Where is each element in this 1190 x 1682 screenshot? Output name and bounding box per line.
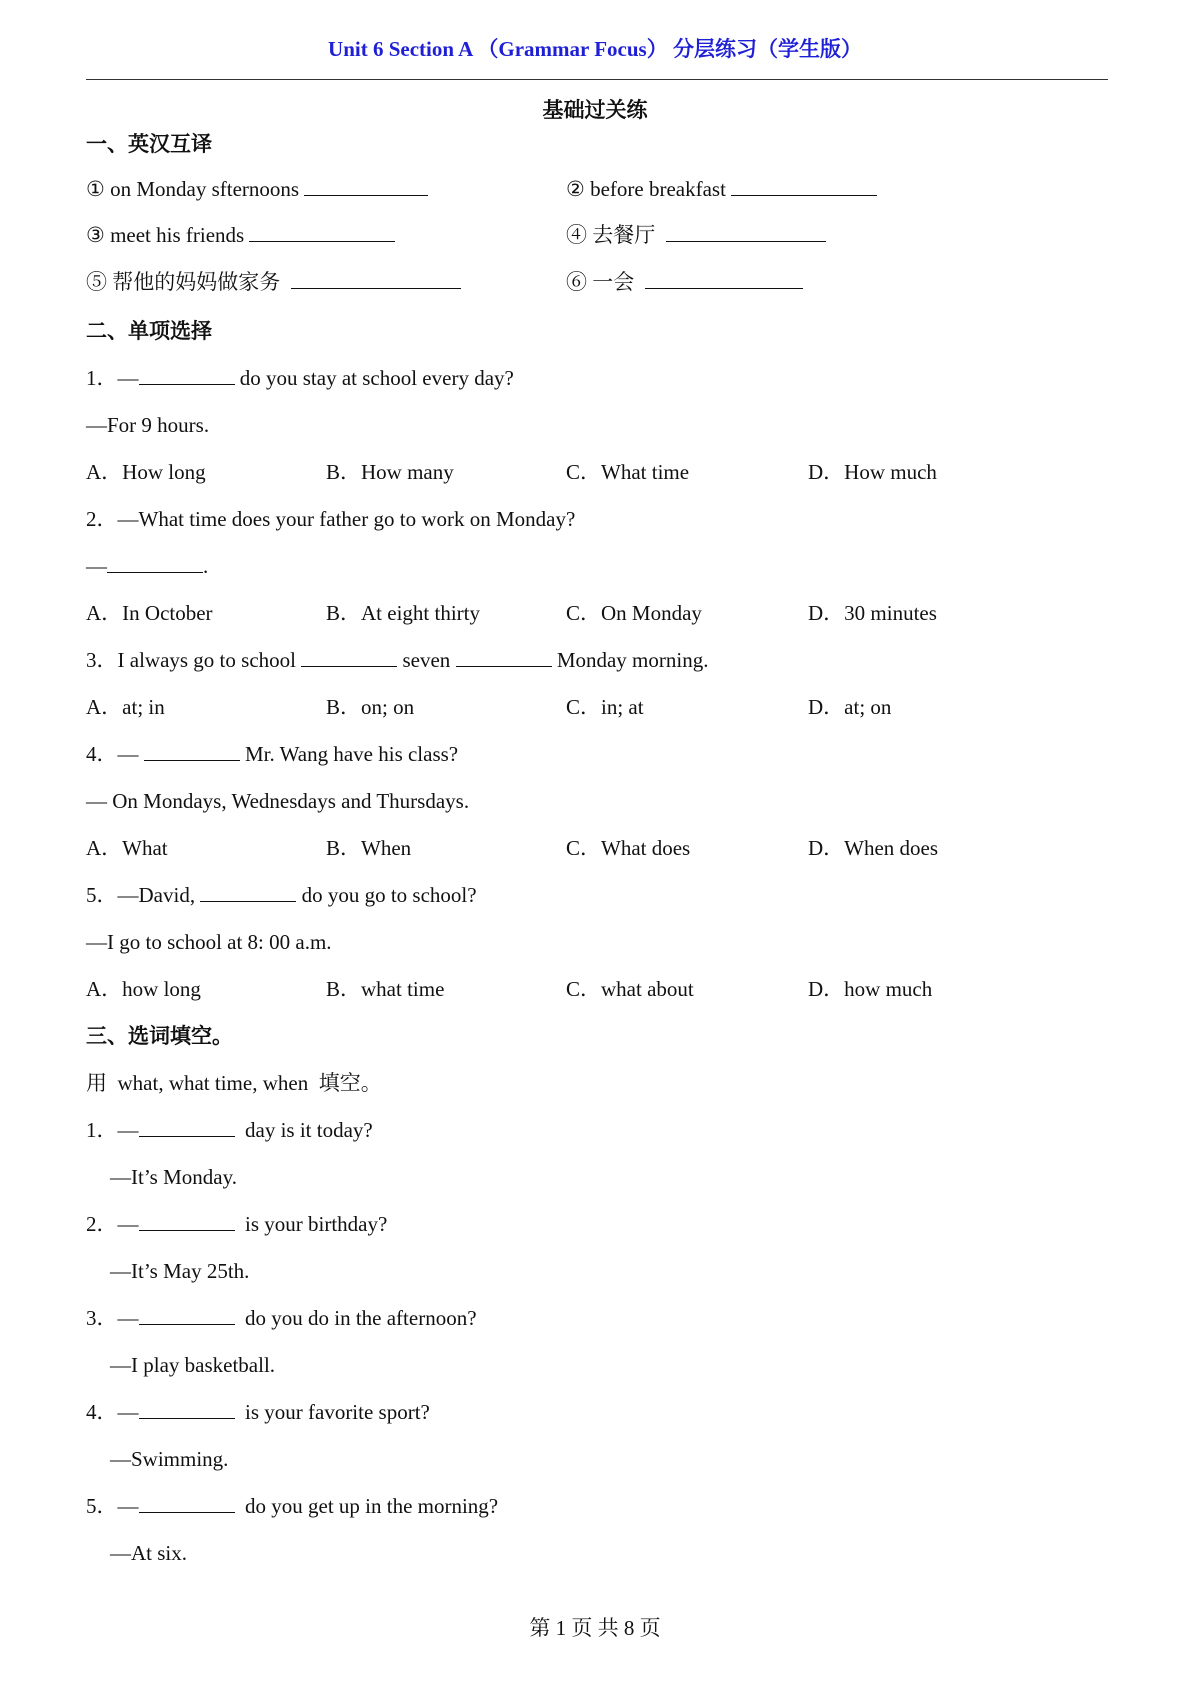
fill-question-5: 5．— do you get up in the morning? [86,1494,499,1518]
mc-question-1-answer: —For 9 hours. [86,413,210,437]
option-d[interactable]: D．30 minutes [808,601,937,625]
option-b[interactable]: B．How many [326,460,454,484]
answer-blank[interactable] [139,1306,235,1325]
option-c[interactable]: C．On Monday [566,601,702,625]
mc-question-5-answer: —I go to school at 8: 00 a.m. [86,930,332,954]
answer-blank[interactable] [291,270,461,289]
page-number: 第 1 页 共 8 页 [529,1616,661,1640]
option-a[interactable]: A．how long [86,977,201,1001]
answer-blank[interactable] [139,366,235,385]
answer-blank[interactable] [144,742,240,761]
answer-blank[interactable] [456,648,552,667]
answer-blank[interactable] [107,554,203,573]
option-c[interactable]: C．What time [566,460,690,484]
mc-question-4-answer: — On Mondays, Wednesdays and Thursdays. [86,789,470,813]
mc-question-2-answer: — . [86,554,209,578]
mc-question-2: 2．—What time does your father go to work on Monday? [86,507,576,531]
translation-item-1: ① on Monday sfternoons [86,176,428,202]
mc-question-4: 4．— Mr. Wang have his class? [86,742,459,766]
answer-blank[interactable] [731,177,877,196]
answer-blank[interactable] [304,177,428,196]
mc-question-5: 5．—David, do you go to school? [86,883,477,907]
mc-question-3: 3．I always go to school seven Monday morning. [86,648,709,672]
translation-item-6: ⑥ 一会 [566,269,803,295]
option-d[interactable]: D．at; on [808,695,892,719]
section-subtitle: 基础过关练 [542,98,648,122]
answer-blank[interactable] [249,223,395,242]
option-a[interactable]: A．at; in [86,695,165,719]
translation-item-4: ④ 去餐厅 [566,222,826,248]
header-divider [86,79,1108,80]
option-b[interactable]: B．on; on [326,695,415,719]
section3-heading: 三、选词填空。 [86,1024,233,1048]
option-c[interactable]: C．What does [566,836,691,860]
fill-answer-5: —At six. [110,1541,188,1565]
option-d[interactable]: D．how much [808,977,933,1001]
translation-item-5: ⑤ 帮他的妈妈做家务 [86,269,461,295]
answer-blank[interactable] [200,883,296,902]
page-header-title: Unit 6 Section A （Grammar Focus） 分层练习（学生版） [328,37,862,61]
option-a[interactable]: A．How long [86,460,206,484]
translation-item-3: ③ meet his friends [86,222,395,248]
answer-blank[interactable] [139,1212,235,1231]
fill-answer-3: —I play basketball. [110,1353,276,1377]
fill-question-2: 2．— is your birthday? [86,1212,388,1236]
section1-heading: 一、英汉互译 [86,132,212,156]
answer-blank[interactable] [301,648,397,667]
option-a[interactable]: A．In October [86,601,213,625]
mc-question-1: 1．— do you stay at school every day? [86,366,514,390]
option-c[interactable]: C．what about [566,977,694,1001]
section2-heading: 二、单项选择 [86,319,212,343]
fill-question-4: 4．— is your favorite sport? [86,1400,430,1424]
answer-blank[interactable] [645,270,803,289]
option-d[interactable]: D．When does [808,836,939,860]
section3-instruction: 用 what, what time, when 填空。 [86,1071,382,1095]
option-a[interactable]: A．What [86,836,168,860]
option-c[interactable]: C．in; at [566,695,644,719]
answer-blank[interactable] [139,1118,235,1137]
fill-answer-4: —Swimming. [110,1447,229,1471]
option-d[interactable]: D．How much [808,460,937,484]
answer-blank[interactable] [666,223,826,242]
fill-question-3: 3．— do you do in the afternoon? [86,1306,477,1330]
fill-question-1: 1．— day is it today? [86,1118,373,1142]
fill-answer-2: —It’s May 25th. [110,1259,250,1283]
option-b[interactable]: B．When [326,836,412,860]
translation-item-2: ② before breakfast [566,176,877,202]
fill-answer-1: —It’s Monday. [110,1165,237,1189]
answer-blank[interactable] [139,1400,235,1419]
answer-blank[interactable] [139,1494,235,1513]
option-b[interactable]: B．what time [326,977,445,1001]
option-b[interactable]: B．At eight thirty [326,601,480,625]
